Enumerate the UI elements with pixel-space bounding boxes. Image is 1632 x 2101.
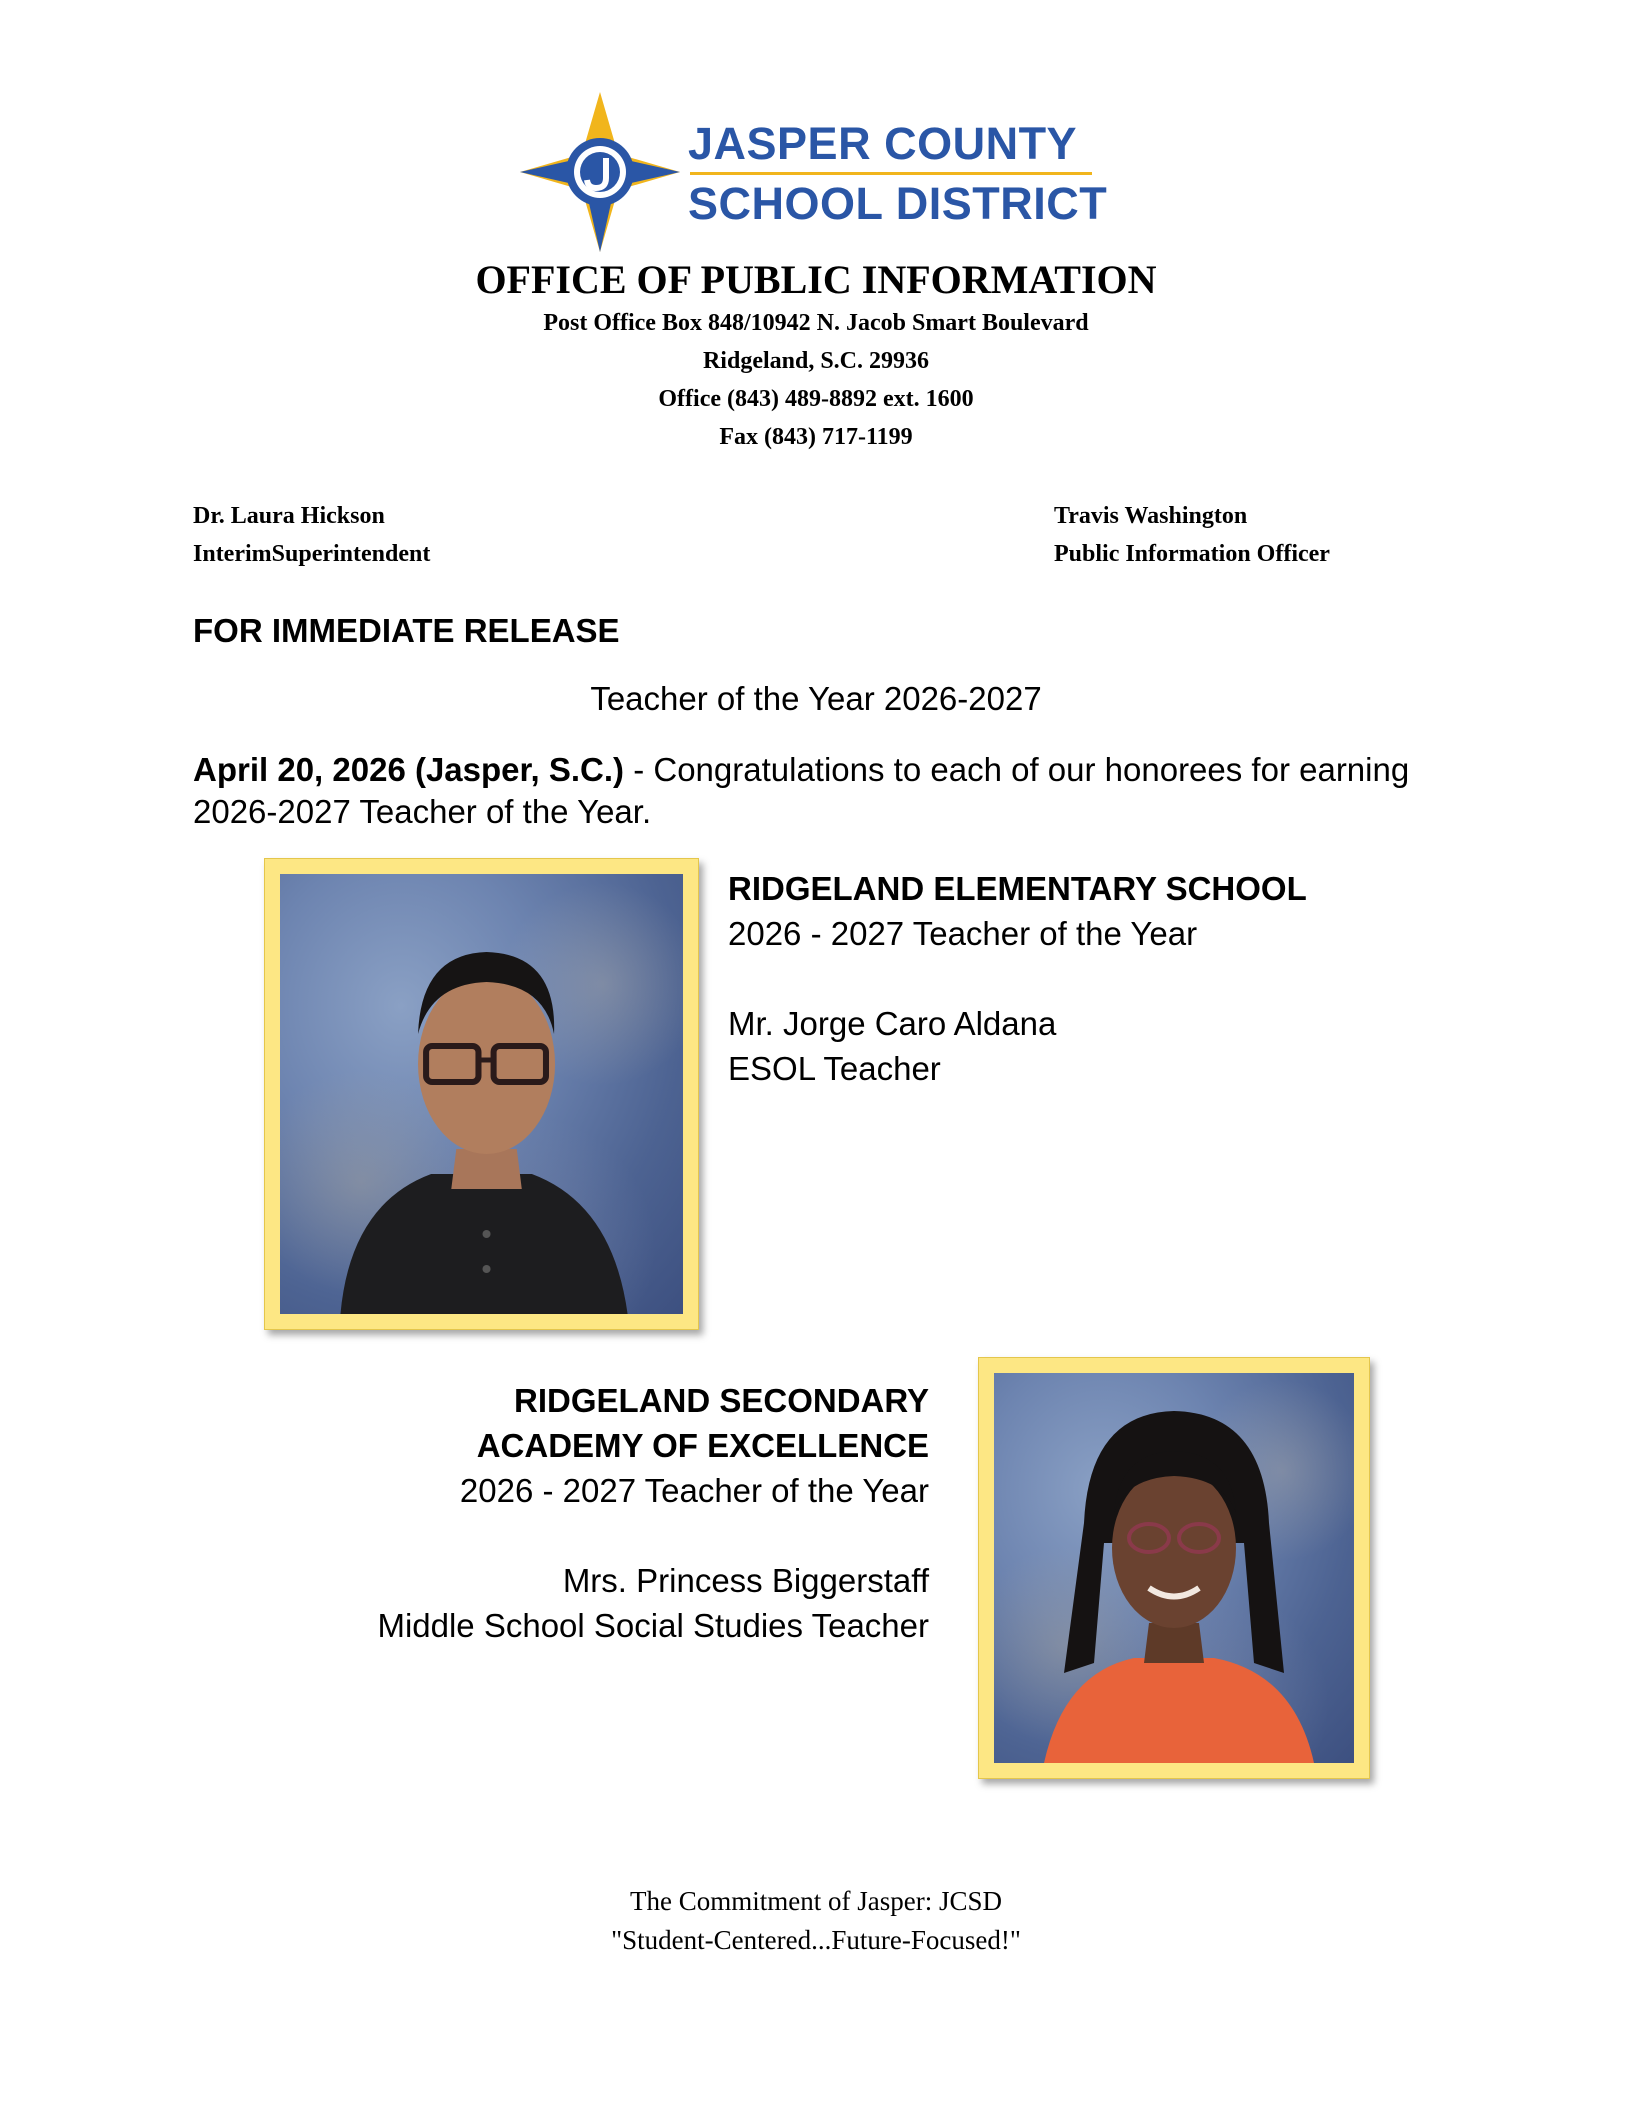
honoree-1-name: Mr. Jorge Caro Aldana bbox=[728, 1005, 1057, 1042]
honoree-2-photo bbox=[994, 1373, 1354, 1763]
honoree-2-school-line-1: RIDGELAND SECONDARY bbox=[514, 1382, 929, 1419]
district-logo bbox=[520, 92, 1108, 252]
honoree-2-name: Mrs. Princess Biggerstaff bbox=[562, 1562, 929, 1599]
release-label: FOR IMMEDIATE RELEASE bbox=[193, 612, 620, 649]
honoree-1-role: ESOL Teacher bbox=[728, 1050, 941, 1087]
honoree-1-award: 2026 - 2027 Teacher of the Year bbox=[728, 915, 1198, 952]
logo-line-2: SCHOOL DISTRICT bbox=[688, 178, 1108, 229]
honoree-2-award: 2026 - 2027 Teacher of the Year bbox=[459, 1472, 929, 1509]
compass-star-logo-icon bbox=[520, 92, 680, 252]
footer-commitment: The Commitment of Jasper: JCSD bbox=[630, 1886, 1002, 1916]
logo-line-1: JASPER COUNTY bbox=[688, 118, 1078, 169]
logo-divider bbox=[690, 172, 1092, 175]
footer-slogan: "Student-Centered...Future-Focused!" bbox=[611, 1925, 1021, 1955]
office-address-2: Ridgeland, S.C. 29936 bbox=[702, 348, 930, 374]
intro-text: - Congratulations to each of our honorees for earning 2026-2027 Teacher of the Year. bbox=[193, 751, 1410, 830]
pio-name: Travis Washington bbox=[1054, 503, 1248, 529]
honoree-2-school-line-2: ACADEMY OF EXCELLENCE bbox=[476, 1427, 929, 1464]
office-phone: Office (843) 489-8892 ext. 1600 bbox=[658, 386, 974, 412]
honoree-2-details bbox=[377, 1378, 929, 1648]
honoree-2-role: Middle School Social Studies Teacher bbox=[377, 1607, 929, 1644]
office-title: OFFICE OF PUBLIC INFORMATION bbox=[475, 257, 1157, 302]
office-address-1: Post Office Box 848/10942 N. Jacob Smart Boulevard bbox=[543, 310, 1089, 336]
headline: Teacher of the Year 2026-2027 bbox=[590, 680, 1042, 717]
portrait-woman-icon bbox=[994, 1373, 1354, 1763]
honoree-2-photo-frame bbox=[978, 1357, 1370, 1779]
honoree-1-school: RIDGELAND ELEMENTARY SCHOOL bbox=[728, 870, 1307, 907]
honoree-1-details bbox=[728, 866, 1307, 1091]
pio-title: Public Information Officer bbox=[1054, 541, 1330, 567]
superintendent-name: Dr. Laura Hickson bbox=[193, 503, 385, 529]
honoree-1-photo bbox=[280, 874, 683, 1314]
portrait-man-icon bbox=[280, 874, 683, 1314]
dateline: April 20, 2026 (Jasper, S.C.) bbox=[193, 751, 625, 788]
honoree-1-photo-frame bbox=[264, 858, 699, 1330]
office-fax: Fax (843) 717-1199 bbox=[719, 424, 913, 450]
intro-paragraph bbox=[193, 749, 1443, 833]
superintendent-title: InterimSuperintendent bbox=[193, 541, 431, 567]
